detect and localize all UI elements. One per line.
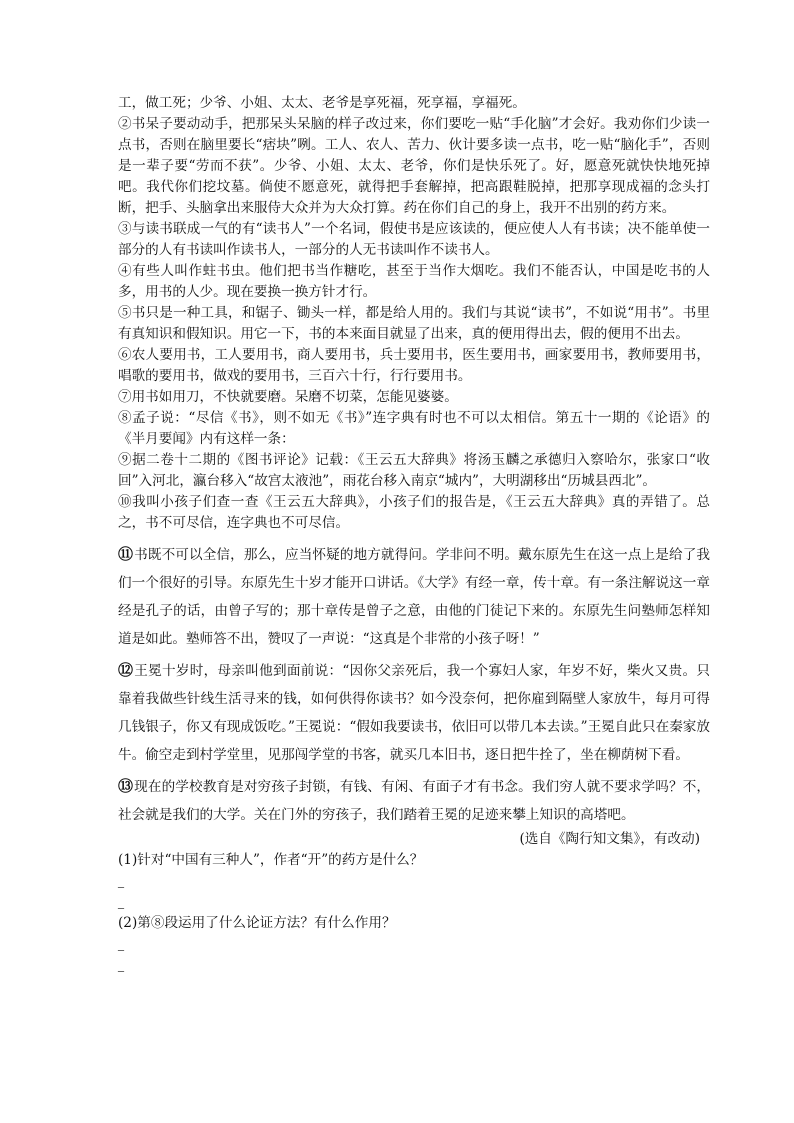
paragraph-9: ⑨据二卷十二期的《图书评论》记载：《王云五大辞典》将汤玉麟之承德归入察哈尔，张家口“收回”入河北，瀛台移入“故宫太液池”，雨花台移入南京“城内”，大明湖移出“历城县西北”。 — [118, 452, 710, 489]
paragraph-13-text: 现在的学校教育是对穷孩子封锁，有钱、有闲、有面子才有书念。我们穷人就不要求学吗？不，社会就是我们的大学。关在门外的穷孩子，我们踏着王冕的足迹来攀上知识的高塔吧。 — [118, 779, 710, 823]
question-1: (1)针对“中国有三种人”，作者“开”的药方是什么？ — [118, 852, 424, 868]
paragraph-12-text: 王冕十岁时，母亲叫他到面前说：“因你父亲死后，我一个寡妇人家，年岁不好，柴火又贵。只靠着我做些针线生活寻来的钱，如何供得你读书？如今没奈何，把你雇到隔壁人家放牛，每月可得几钱银子，你又有现成饭吃。”王冕说：“假如我要读书，依旧可以带几本去读。”王冕自此只在秦家放牛。偷空走到村学堂里，见那闯学堂的书客，就买几本旧书，逐日把牛拴了，坐在柳荫树下看。 — [118, 663, 710, 763]
paragraph-12 — [118, 656, 710, 769]
paragraph-8: ⑧孟子说：“尽信《书》，则不如无《书》”连字典有时也不可以太相信。第五十一期的《论语》的《半月要闻》内有这样一条： — [118, 410, 710, 447]
paragraph-11-text: 书既不可以全信，那么，应当怀疑的地方就得问。学非问不明。戴东原先生在这一点上是给了我们一个很好的引导。东原先生十岁才能开口讲话。《大学》有经一章，传十章。有一条注解说这一章经是孔子的话，由曾子写的；那十章传是曾子之意，由他的门徒记下来的。东原先生问塾师怎样知道是如此。塾师答不出，赞叹了一声说：“这真是个非常的小孩子呀！” — [118, 547, 710, 647]
paragraph-11-number: ⑪ — [118, 545, 134, 563]
paragraph-11 — [118, 540, 710, 653]
answer-line-2a[interactable]: _ — [118, 937, 124, 951]
paragraph-5: ⑤书只是一种工具，和锯子、锄头一样，都是给人用的。我们与其说“读书”，不如说“用书”。书里有真知识和假知识。用它一下，书的本来面目就显了出来，真的便用得出去，假的便用不出去。 — [118, 305, 710, 342]
paragraph-6: ⑥农人要用书，工人要用书，商人要用书，兵士要用书，医生要用书，画家要用书，教师要用书，唱歌的要用书，做戏的要用书，三百六十行，行行要用书。 — [118, 347, 710, 384]
question-2: (2)第⑧段运用了什么论证方法？有什么作用？ — [118, 915, 396, 931]
paragraph-3: ③与读书联成一气的有“读书人”一个名词，假使书是应该读的，便应使人人有书读；决不能单使一部分的人有书读叫作读书人，一部分的人无书读叫作不读书人。 — [118, 221, 710, 258]
paragraph-4: ④有些人叫作蛀书虫。他们把书当作糖吃，甚至于当作大烟吃。我们不能否认，中国是吃书的人多，用书的人少。现在要换一换方针才行。 — [118, 263, 710, 300]
source-citation: (选自《陶行知文集》，有改动) — [519, 831, 700, 847]
answer-line-2b[interactable]: _ — [118, 958, 124, 972]
answer-line-1a[interactable]: _ — [118, 874, 124, 888]
paragraph-13 — [118, 772, 710, 829]
paragraph-12-number: ⑫ — [118, 661, 134, 679]
paragraph-7: ⑦用书如用刀，不快就要磨。呆磨不切菜，怎能见婆婆。 — [118, 389, 458, 405]
answer-line-1b[interactable]: _ — [118, 895, 124, 909]
paragraph-2: ②书呆子要动动手，把那呆头呆脑的样子改过来，你们要吃一贴“手化脑”才会好。我劝你们少读一点书，否则在脑里要长“痞块”咧。工人、农人、苦力、伙计要多读一点书，吃一贴“脑化手”，否则是一辈子要“劳而不获”。少爷、小姐、太太、老爷，你们是快乐死了。好，愿意死就快快地死掉吧。我代你们挖坟墓。倘使不愿意死，就得把手套解掉，把高跟鞋脱掉，把那享现成福的念头打断，把手、头脑拿出来服侍大众并为大众打算。药在你们自己的身上，我开不出别的药方来。 — [118, 116, 710, 216]
paragraph-1-continued: 工，做工死；少爷、小姐、太太、老爷是享死福，死享福，享福死。 — [118, 95, 526, 111]
article-body — [118, 93, 710, 976]
paragraph-13-number: ⑬ — [118, 777, 134, 795]
paragraph-10: ⑩我叫小孩子们查一查《王云五大辞典》，小孩子们的报告是，《王云五大辞典》真的弄错了。总之，书不可尽信，连字典也不可尽信。 — [118, 494, 710, 531]
